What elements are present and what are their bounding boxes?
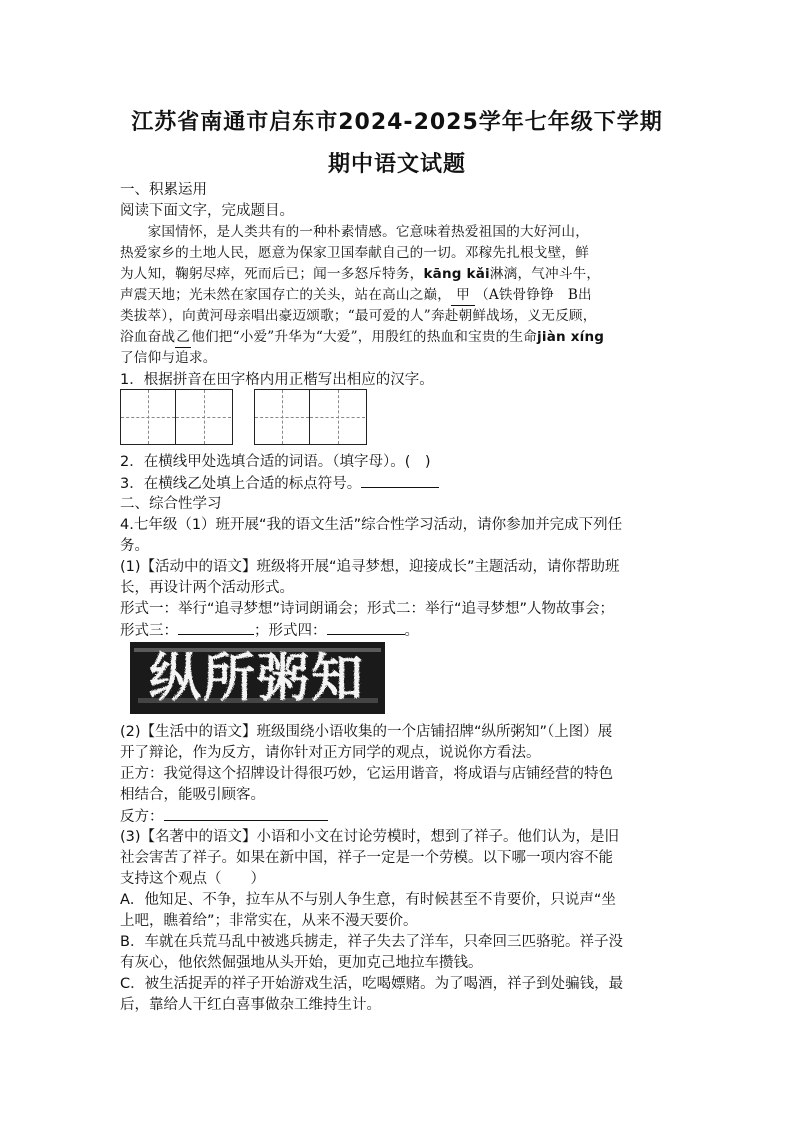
question-4-2-line-1: (2)【生活中的语文】班级围绕小语收集的一个店铺招牌“纵所粥知”（上图）展 — [120, 724, 613, 740]
question-1: 1．根据拼音在田字格内用正楷写出相应的汉字。 — [120, 372, 434, 388]
passage-line-2: 热爱家乡的土地人民，愿意为保家卫国奉献自己的一切。邓稼先扎根戈壁，鲜 — [120, 245, 589, 261]
question-4-2-line-3: 正方：我觉得这个招牌设计得很巧妙，它运用谐音，将成语与店铺经营的特色 — [120, 766, 613, 782]
question-4-1-line-2: 长，再设计两个活动形式。 — [120, 580, 294, 596]
instruction: 阅读下面文字，完成题目。 — [120, 203, 294, 219]
pinyin-jianxing: jiàn xíng — [537, 329, 605, 345]
opposing-label: 反方： — [120, 809, 164, 825]
question-4-1-line-3: 形式一：举行“追寻梦想”诗词朗诵会；形式二：举行“追寻梦想”人物故事会； — [120, 601, 615, 617]
section-1-heading: 一、积累运用 — [120, 182, 207, 198]
question-4-3-line-2: 社会害苦了祥子。如果在新中国，祥子一定是一个劳模。以下哪一项内容不能 — [120, 850, 613, 866]
form-3-blank[interactable] — [178, 620, 254, 635]
sign-lettering: 纵所粥知 — [148, 649, 366, 709]
passage-text: 浴血奋战 — [120, 329, 176, 345]
section-2-heading: 二、综合性学习 — [120, 496, 222, 512]
blank-yi: 乙 — [175, 327, 191, 348]
option-c-line-2: 后，靠给人干红白喜事做杂工维持生计。 — [120, 997, 381, 1013]
option-c-line-1: C．被生活捉弄的祥子开始游戏生活，吃喝嫖赌。为了喝酒，祥子到处骗钱，最 — [120, 976, 624, 992]
tianzige-cell[interactable] — [255, 390, 310, 444]
option-b-line-2: 有灰心，他依然倔强地从头开始，更加克己地拉车攒钱。 — [120, 955, 483, 971]
passage-line-5: 类拔萃），向黄河母亲唱出豪迈颂歌；“最可爱的人”奔赴朝鲜战场，义无反顾， — [120, 308, 597, 324]
question-4-line-1: 4.七年级（1）班开展“我的语文生活”综合性学习活动，请你参加并完成下列任 — [120, 517, 623, 533]
tianzige-grid-2[interactable] — [254, 389, 367, 445]
passage-line-7: 了信仰与追求。 — [120, 350, 217, 366]
question-4-2-line-4: 相结合，能吸引顾客。 — [120, 787, 265, 803]
title-line-2: 期中语文试题 — [327, 152, 466, 177]
question-2: 2．在横线甲处选填合适的词语。（填字母）。( ) — [120, 454, 431, 470]
title-line-1: 江苏省南通市启东市2024-2025学年七年级下学期 — [131, 110, 663, 135]
opposing-answer-blank[interactable] — [164, 806, 328, 821]
shop-sign-image — [130, 640, 385, 716]
question-4-2-line-2: 开了辩论，作为反方，请你针对正方同学的观点，说说你方看法。 — [120, 745, 541, 761]
tianzige-grid-1[interactable] — [120, 389, 233, 445]
passage-text: 淋漓，气冲斗牛， — [489, 266, 601, 282]
passage-text: 声震天地；光未然在家国存亡的关头，站在高山之巅， — [120, 287, 452, 303]
period: 。 — [404, 623, 419, 639]
question-3 — [120, 473, 680, 494]
passage-text: 他们把“小爱”升华为“大爱”，用殷红的热血和宝贵的生命 — [191, 329, 538, 345]
question-4-1-line-4 — [120, 620, 680, 641]
blank-jia: 甲 — [451, 285, 475, 306]
passage-line-6 — [120, 327, 680, 348]
passage-line-1: 家国情怀，是人类共有的一种朴素情感。它意味着热爱祖国的大好河山， — [120, 224, 589, 240]
answer-blank[interactable] — [361, 473, 439, 488]
passage-text: （A铁骨铮铮 B出 — [475, 287, 592, 303]
tianzige-cell[interactable] — [310, 390, 365, 444]
form-3-label: 形式三： — [120, 623, 178, 639]
question-4-line-2: 务。 — [120, 538, 149, 554]
question-3-text: 3．在横线乙处填上合适的标点符号。 — [120, 476, 362, 492]
question-4-3-line-3: 支持这个观点（ ） — [120, 871, 265, 887]
passage-line-3 — [120, 264, 680, 284]
form-4-blank[interactable] — [327, 620, 405, 635]
passage-text: 为人知，鞠躬尽瘁，死而后已；闻一多怒斥特务， — [120, 266, 424, 282]
question-4-2-line-5 — [120, 806, 680, 827]
form-4-label: ；形式四： — [254, 623, 327, 639]
option-a-line-1: A．他知足、不争，拉车从不与别人争生意，有时候甚至不肯要价，只说声“坐 — [120, 892, 616, 908]
pinyin-kangkai: kāng kǎi — [423, 266, 490, 282]
option-b-line-1: B．车就在兵荒马乱中被逃兵掳走，祥子失去了洋车，只牵回三匹骆驼。祥子没 — [120, 934, 623, 950]
option-a-line-2: 上吧，瞧着给”；非常实在，从来不漫天要价。 — [120, 913, 418, 929]
question-4-3-line-1: (3)【名著中的语文】小语和小文在讨论劳模时，想到了祥子。他们认为，是旧 — [120, 829, 620, 845]
tianzige-cell[interactable] — [176, 390, 231, 444]
tianzige-cell[interactable] — [121, 390, 176, 444]
question-4-1-line-1: (1)【活动中的语文】班级将开展“追寻梦想，迎接成长”主题活动，请你帮助班 — [120, 559, 620, 575]
passage-line-4 — [120, 285, 680, 306]
